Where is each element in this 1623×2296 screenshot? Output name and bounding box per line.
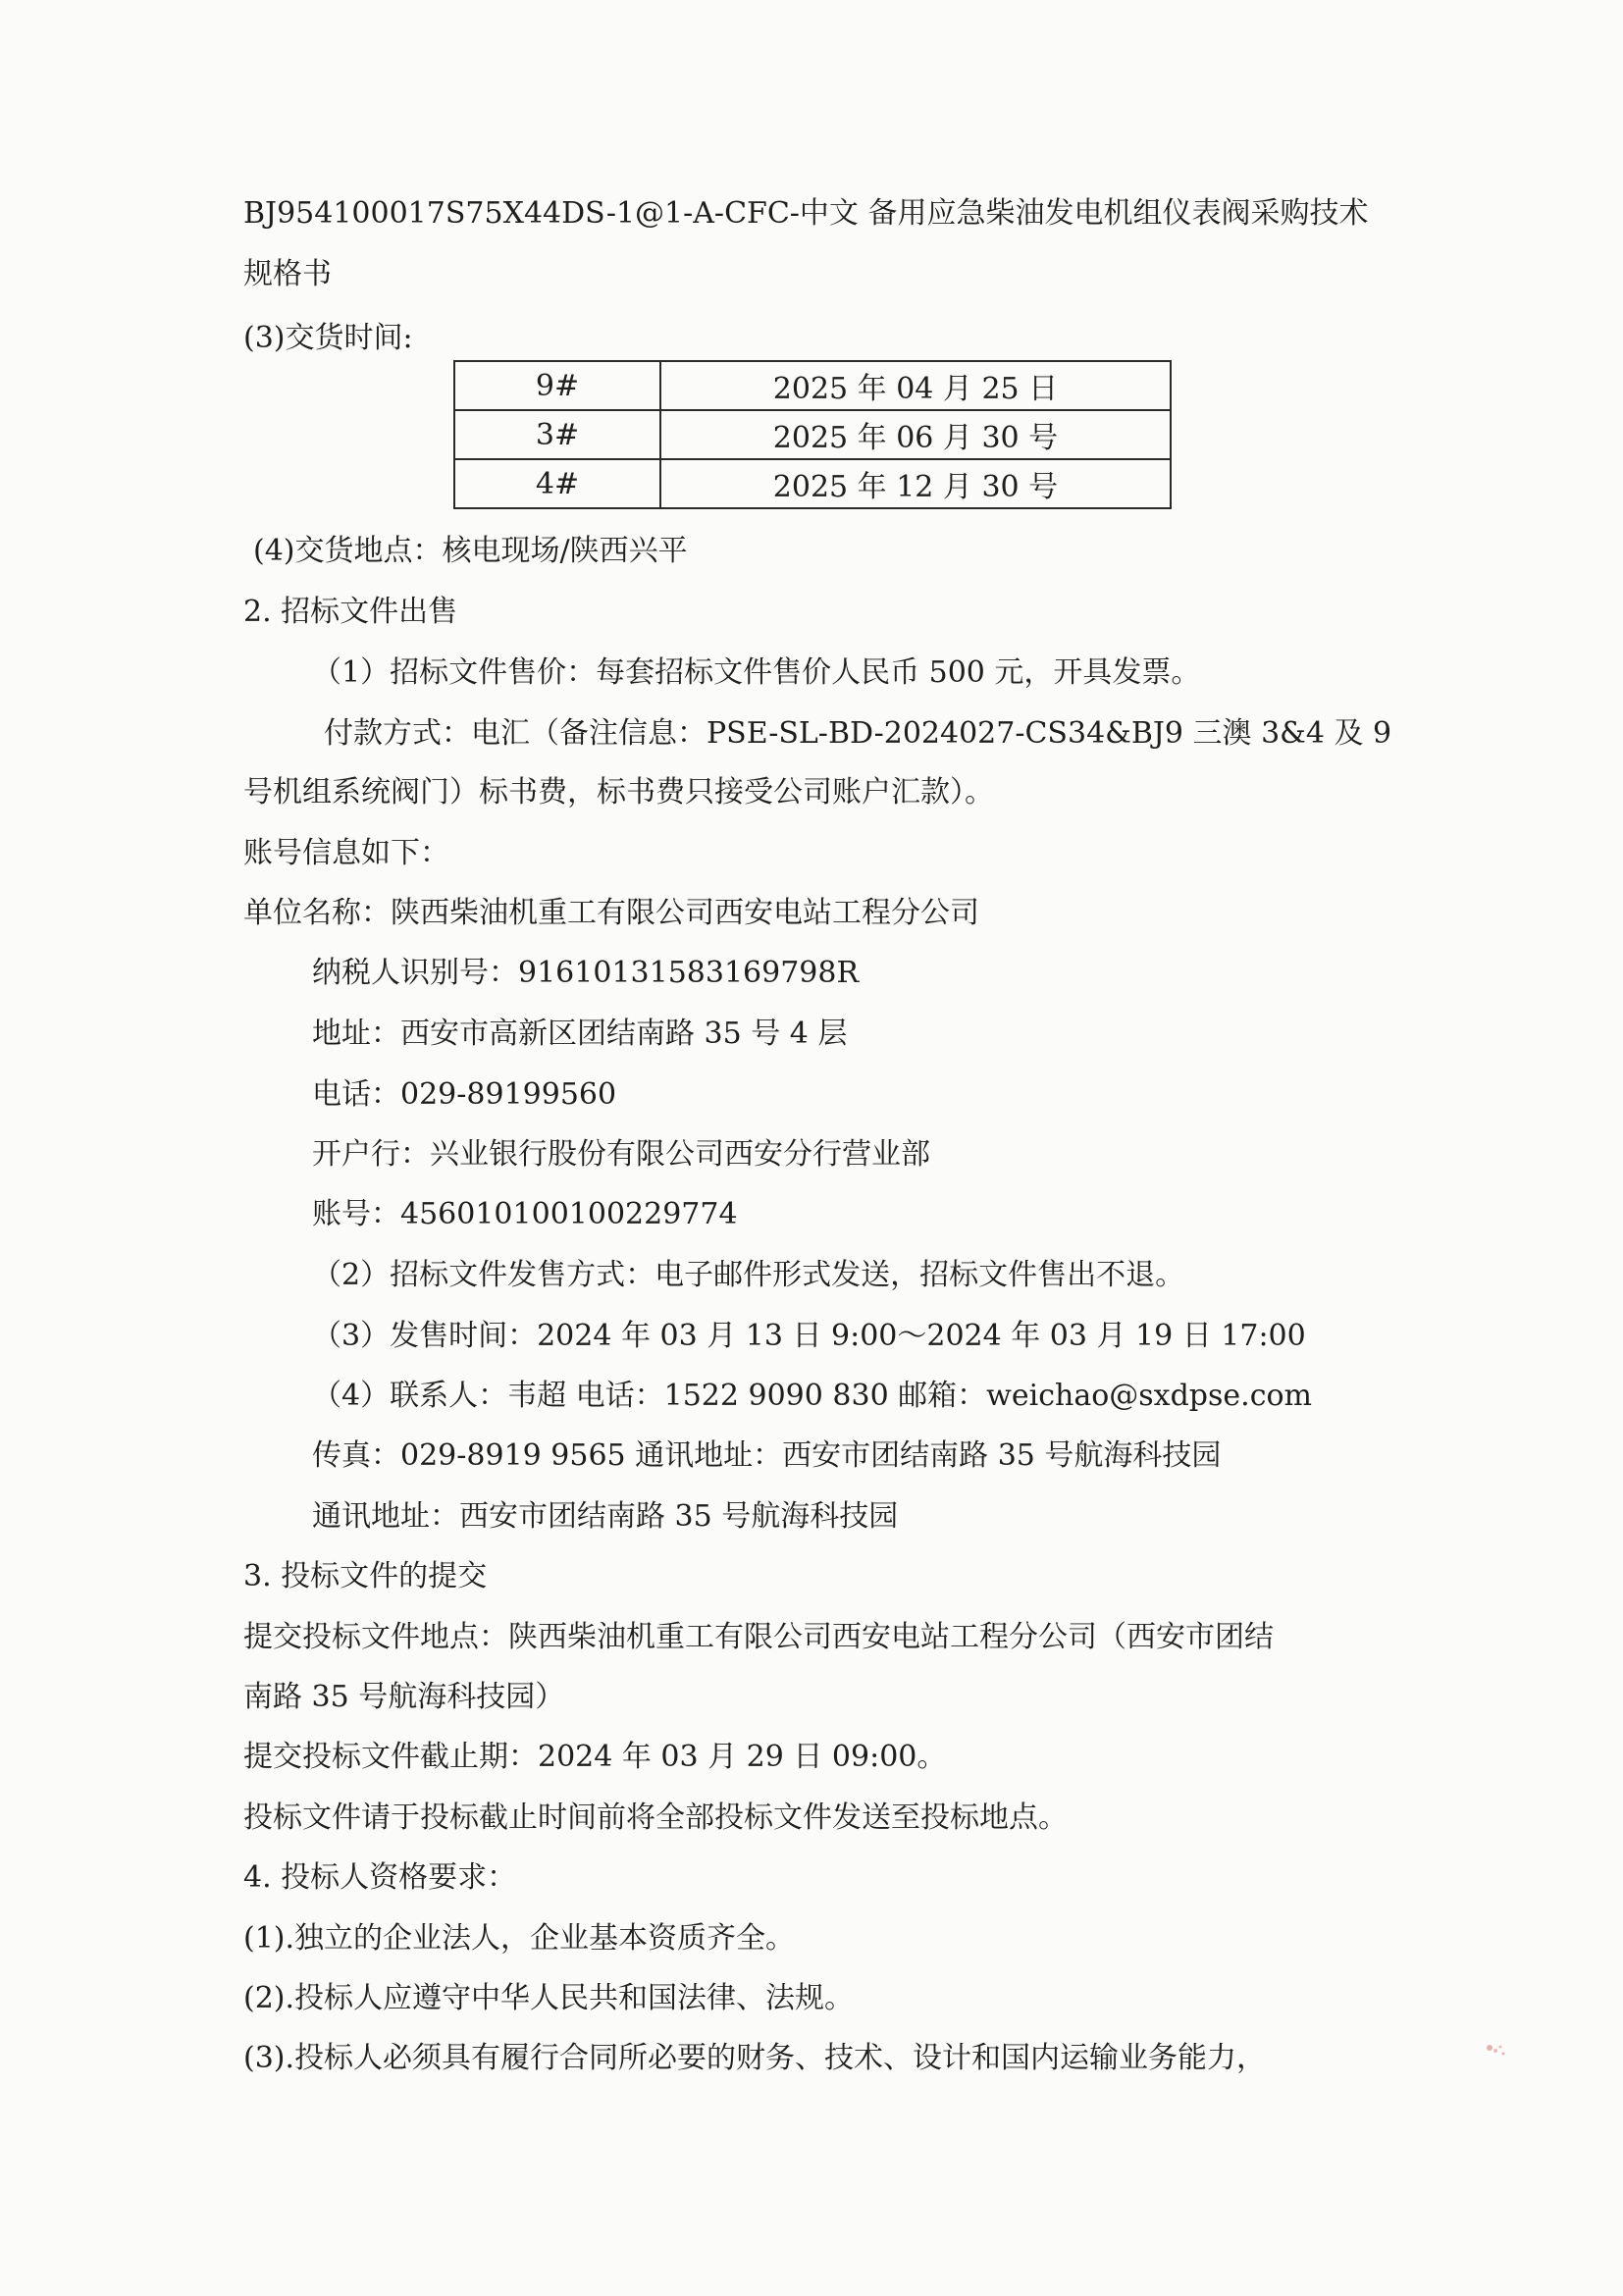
- qualification-item-2: (2).投标人应遵守中华人民共和国法律、法规。: [243, 1981, 855, 2015]
- header-line-2: 规格书: [243, 257, 332, 291]
- mail-address: 通讯地址：西安市团结南路 35 号航海科技园: [312, 1499, 899, 1534]
- qualification-item-3: (3).投标人必须具有履行合同所必要的财务、技术、设计和国内运输业务能力，: [243, 2041, 1267, 2075]
- table-row: [454, 410, 1171, 459]
- delivery-table: [453, 360, 1172, 509]
- table-row: [454, 361, 1171, 410]
- tax-id: 纳税人识别号：91610131583169798R: [312, 956, 860, 990]
- sale-method: （2）招标文件发售方式：电子邮件形式发送，招标文件售出不退。: [312, 1258, 1185, 1292]
- company-name: 单位名称：陕西柴油机重工有限公司西安电站工程分公司: [243, 896, 979, 930]
- section-2-heading: 2. 招标文件出售: [243, 595, 458, 629]
- date-cell: 2025 年 12 月 30 号: [660, 459, 1171, 508]
- delivery-place: (4)交货地点：核电现场/陕西兴平: [253, 534, 688, 568]
- qualification-item-1: (1).独立的企业法人，企业基本资质齐全。: [243, 1921, 796, 1956]
- payment-line-1: 付款方式：电汇（备注信息：PSE-SL-BD-2024027-CS34&BJ9 三澳 3&4 及 9: [324, 716, 1392, 751]
- section-4-heading: 4. 投标人资格要求：: [243, 1860, 517, 1895]
- date-cell: 2025 年 04 月 25 日: [660, 361, 1171, 410]
- header-line-1: BJ954100017S75X44DS-1@1-A-CFC-中文 备用应急柴油发电机组仪表阀采购技术: [243, 196, 1369, 231]
- account-heading: 账号信息如下：: [243, 836, 449, 870]
- submission-place-line-2: 南路 35 号航海科技园）: [243, 1680, 565, 1714]
- payment-line-2: 号机组系统阀门）标书费，标书费只接受公司账户汇款）。: [243, 775, 994, 809]
- sale-price: （1）招标文件售价：每套招标文件售价人民币 500 元，开具发票。: [312, 655, 1201, 690]
- section-3-heading: 3. 投标文件的提交: [243, 1559, 488, 1593]
- table-row: [454, 459, 1171, 508]
- date-cell: 2025 年 06 月 30 号: [660, 410, 1171, 459]
- company-address: 地址：西安市高新区团结南路 35 号 4 层: [312, 1017, 848, 1051]
- account-number: 账号：456010100100229774: [312, 1197, 738, 1231]
- unit-cell: 4#: [454, 459, 660, 508]
- delivery-time-heading: (3)交货时间:: [243, 321, 413, 355]
- unit-cell: 9#: [454, 361, 660, 410]
- sale-time: （3）发售时间：2024 年 03 月 13 日 9:00～2024 年 03 月 19 日 17:00: [312, 1319, 1306, 1353]
- fax-info: 传真：029-8919 9565 通讯地址：西安市团结南路 35 号航海科技园: [312, 1438, 1222, 1473]
- bank-name: 开户行：兴业银行股份有限公司西安分行营业部: [312, 1137, 930, 1172]
- submission-note: 投标文件请于投标截止时间前将全部投标文件发送至投标地点。: [243, 1800, 1068, 1835]
- red-ink-mark: [1480, 2039, 1509, 2061]
- contact-info: （4）联系人：韦超 电话：1522 9090 830 邮箱：weichao@sxdpse.com: [312, 1379, 1313, 1413]
- company-phone: 电话：029-89199560: [312, 1077, 617, 1112]
- unit-cell: 3#: [454, 410, 660, 459]
- submission-deadline: 提交投标文件截止期：2024 年 03 月 29 日 09:00。: [243, 1740, 947, 1774]
- submission-place-line-1: 提交投标文件地点：陕西柴油机重工有限公司西安电站工程分公司（西安市团结: [243, 1620, 1274, 1654]
